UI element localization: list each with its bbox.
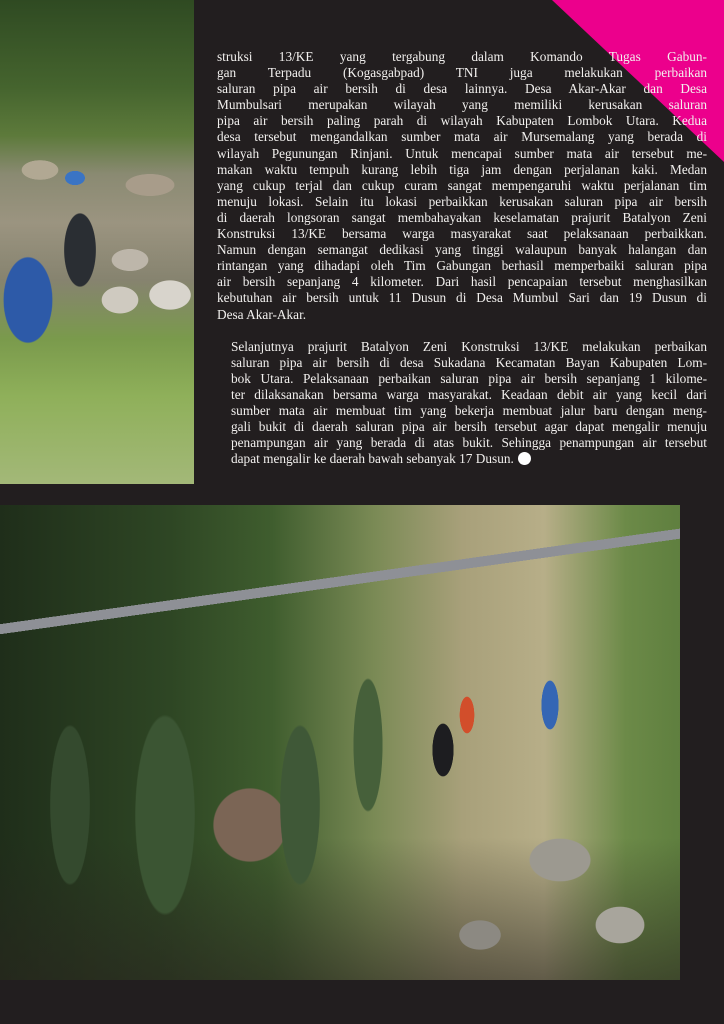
text-line: struksi 13/KE yang tergabung dalam Komando Tugas Gabun- [217, 49, 707, 64]
article-paragraph-1 [217, 49, 707, 323]
text-line: gan Terpadu (Kogasgabpad) TNI juga melakukan perbaikan [217, 65, 707, 81]
text-line: saluran pipa air bersih di desa lainnya. Desa Akar-Akar dan Desa [217, 81, 707, 97]
text-line: Namun dengan semangat dedikasi yang tinggi walaupun banyak halangan dan [217, 242, 707, 258]
text-line: makan waktu tempuh kurang lebih tiga jam dengan perjalanan kaki. Medan [217, 161, 707, 177]
photo-top-left [0, 0, 194, 484]
text-line: saluran pipa air bersih di desa Sukadana Kecamatan Bayan Kabupaten Lom- [231, 354, 707, 370]
photo-description [6, 458, 194, 478]
text-line: Desa Akar-Akar. [217, 306, 307, 322]
text-line: gali bukit di daerah saluran pipa air bersih tersebut agar dapat mengalir menuju [231, 419, 707, 435]
text-line: ter dilaksanakan bersama warga masyarakat. Keadaan debit air yang kecil dari [231, 386, 707, 402]
text-line: kebutuhan air bersih untuk 11 Dusun di Desa Mumbul Sari dan 19 Dusun di [217, 290, 707, 306]
text-line: sumber mata air membuat tim yang bekerja membuat jalur baru dengan meng- [231, 402, 707, 418]
article-paragraph-2 [217, 339, 707, 468]
text-line: yang cukup terjal dan cukup curam sangat mempengaruhi waktu perjalanan tim [217, 177, 707, 193]
text-line: penampungan air yang berada di atas bukit. Sehingga penampungan air tersebut [231, 435, 707, 451]
text-line: Konstruksi 13/KE bersama warga masyarakat saat pelaksanaan perbaikkan. [217, 226, 707, 242]
photo-bottom [0, 505, 680, 980]
text-line: wilayah Pegunungan Rinjani. Untuk mencapai sumber mata air tersebut me- [217, 145, 707, 161]
text-line: pipa air bersih paling parah di wilayah Kabupaten Lombok Utara. Kedua [217, 113, 707, 129]
text-line: air bersih sepanjang 4 kilometer. Dari hasil pencapaian tersebut menghasilkan [217, 274, 707, 290]
end-mark-circle-icon [518, 452, 531, 465]
text-line: Selanjutnya prajurit Batalyon Zeni Konstruksi 13/KE melakukan perbaikan [231, 338, 707, 354]
text-line: bok Utara. Pelaksanaan perbaikan saluran pipa air bersih sepanjang 1 kilome- [231, 370, 707, 386]
photo-description [6, 964, 383, 974]
final-sentence: dapat mengalir ke daerah bawah sebanyak 17 Dusun. [231, 451, 514, 467]
text-line: rintangan yang dihadapi oleh Tim Gabungan berhasil memperbaiki saluran pipa [217, 258, 707, 274]
text-line: di daerah longsoran sangat membahayakan keselamatan prajurit Batalyon Zeni [217, 209, 707, 225]
text-line: menuju lokasi. Selain itu lokasi perbaikkan kerusakan saluran pipa air bersih [217, 193, 707, 209]
text-line: desa tersebut mengandalkan sumber mata air Mursemalang yang berada di [217, 129, 707, 145]
article-body [217, 49, 707, 467]
text-line-final [217, 451, 707, 467]
text-line: Mumbulsari merupakan wilayah yang memiliki kerusakan saluran [217, 97, 707, 113]
